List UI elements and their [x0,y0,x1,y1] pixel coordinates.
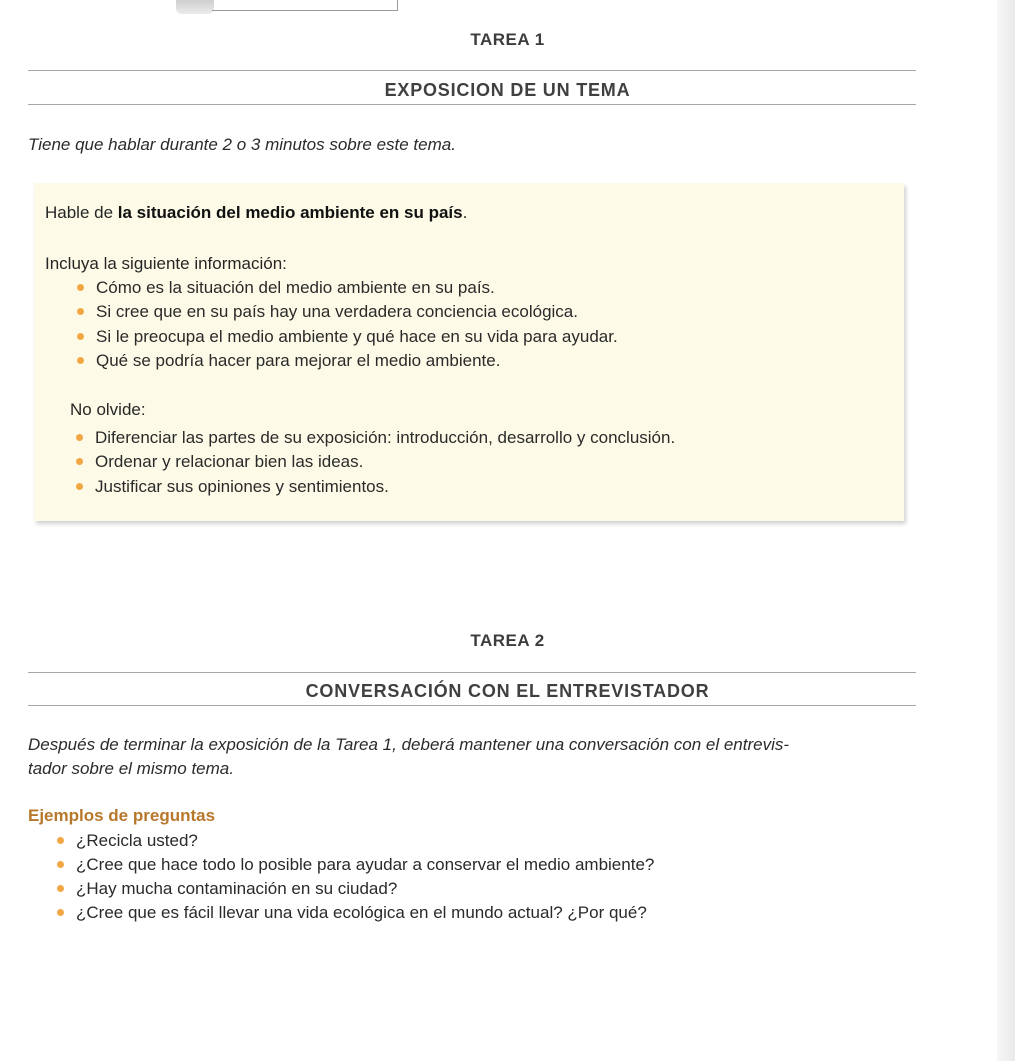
topic-prefix: Hable de [45,203,118,222]
task-1-intro: Tiene que hablar durante 2 o 3 minutos sobre este tema. [28,135,456,154]
task-1-title: EXPOSICION DE UN TEMA [384,80,631,100]
bullet-icon [76,458,83,465]
task-2-title: CONVERSACIÓN CON EL ENTREVISTADOR [305,681,710,701]
list-item [76,853,654,877]
list-item [96,349,618,373]
list-item [96,276,618,300]
topic-suffix: . [462,203,468,222]
task-2-intro-line-2: tador sobre el mismo tema. [28,759,234,778]
list-item [95,426,675,450]
task-1-label: TAREA 1 [470,30,545,49]
remember-item-text: Diferenciar las partes de su exposición: introducción, desarrollo y conclusión. [95,428,676,447]
section-rule-top [28,70,916,71]
examples-heading: Ejemplos de preguntas [28,806,216,825]
topic-statement [45,202,467,224]
scan-artifact [176,0,214,14]
remember-list [95,426,675,499]
list-item [96,325,618,349]
list-item [76,901,654,925]
include-item-text: Si cree que en su país hay una verdadera conciencia ecológica. [96,302,578,322]
include-item-text: Cómo es la situación del medio ambiente en su país. [96,278,495,297]
include-label: Incluya la siguiente información: [45,254,287,273]
scan-artifact-tick [397,0,398,11]
remember-item-text: Ordenar y relacionar bien las ideas. [95,452,364,472]
bullet-icon [57,885,64,892]
topic-box [34,183,904,521]
section-rule-bottom [28,705,916,706]
section-rule-bottom [28,104,916,105]
list-item [95,475,675,499]
task-2-intro-line-1: Después de terminar la exposición de la Tarea 1, deberá mantener una conversación con el entrevis- [28,735,790,754]
bullet-icon [57,837,64,844]
remember-label: No olvide: [70,400,146,419]
list-item [76,829,654,853]
bullet-icon [76,483,83,490]
topic-bold: la situación del medio ambiente en su país [117,203,463,222]
scan-artifact-line [212,10,398,11]
list-item [96,300,618,324]
include-item-text: Qué se podría hacer para mejorar el medio ambiente. [96,350,501,370]
bullet-icon [77,333,84,340]
bullet-icon [77,284,84,291]
task-2-label: TAREA 2 [470,631,545,650]
question-text: ¿Recicla usted? [76,831,198,850]
list-item [76,877,654,901]
bullet-icon [76,434,83,441]
bullet-icon [57,861,64,868]
remember-item-text: Justificar sus opiniones y sentimientos. [95,476,389,496]
include-item-text: Si le preocupa el medio ambiente y qué hace en su vida para ayudar. [96,326,618,346]
question-text: ¿Cree que es fácil llevar una vida ecológica en el mundo actual? ¿Por qué? [76,903,647,922]
bullet-icon [77,357,84,364]
include-list [96,276,618,373]
question-text: ¿Hay mucha contaminación en su ciudad? [76,879,398,898]
question-text: ¿Cree que hace todo lo posible para ayudar a conservar el medio ambiente? [76,855,655,874]
bullet-icon [57,909,64,916]
list-item [95,450,675,474]
questions-list [76,829,654,925]
page-edge-shadow [997,0,1015,1061]
bullet-icon [77,308,84,315]
section-rule-top [28,672,916,673]
